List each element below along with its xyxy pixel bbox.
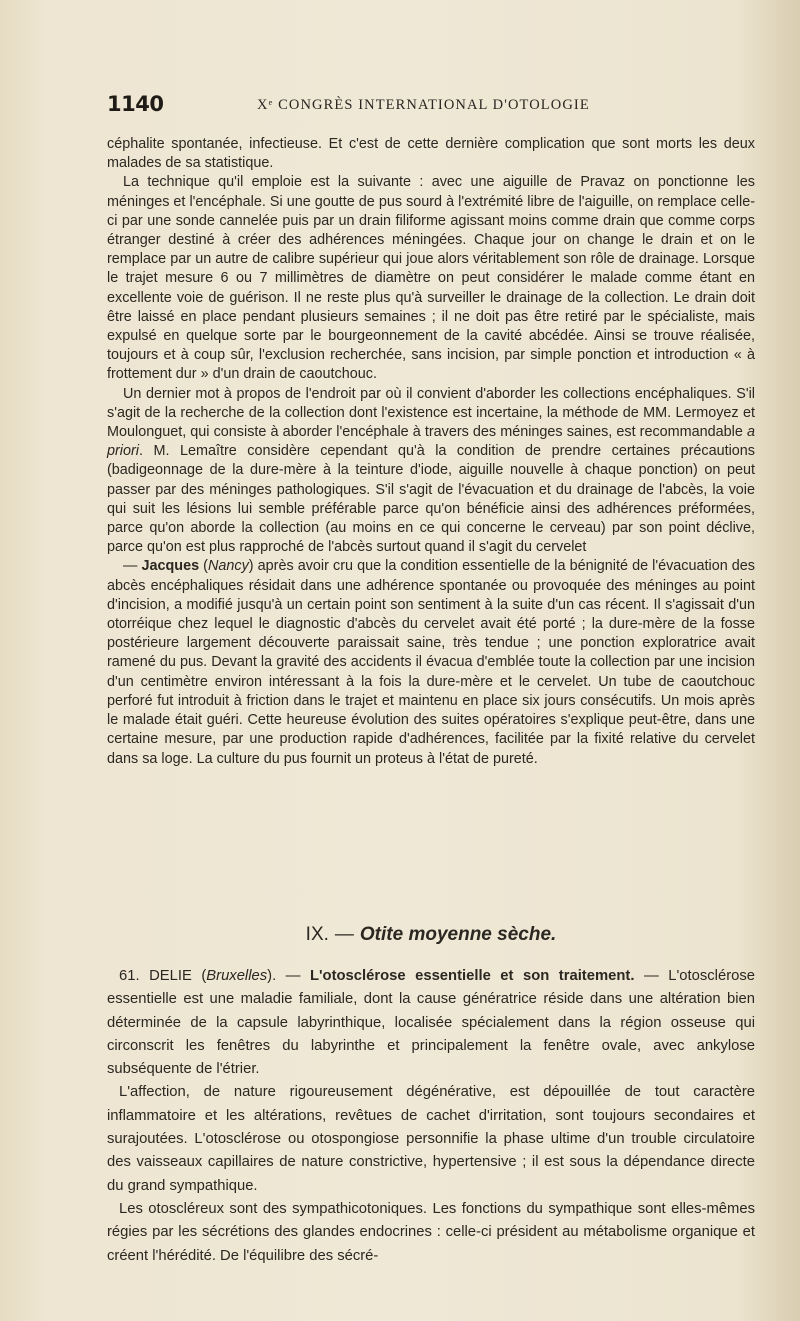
paragraph-2: La technique qu'il emploie est la suivante : avec une aiguille de Pravaz on ponctionne les méninges et l'encéphale. Si une goutte de pus sourd à l'extrémité libre de l'aiguille, on remplace celle-ci par une sonde cannelée puis par un drain filiforme agissant moins comme drain que comme corps étranger destiné à créer des adhérences méningées. Chaque jour on change le drain et on le remplace par un autre de calibre supérieur qui joue alors véritablement son rôle de drainage. Lorsque le trajet mesure 6 ou 7 millimètres de diamètre on peut considérer le malade comme étant en excellente voie de guérison. Il ne reste plus qu'à surveiller le drainage de la collection. Le drain doit être laissé en place pendant plusieurs semaines ; il ne doit pas être retiré par le spécialiste, mais expulsé en quelque sorte par le bourgeonnement de la cavité abcédée. Ainsi se trouve réalisée, toujours et à coup sûr, l'exclusion recherchée, sans incision, par simple ponction et introduction « à frottement dur » d'un drain de caoutchouc.: [107, 174, 755, 383]
author-place-nancy: Nancy: [207, 558, 249, 575]
body-text-bottom: [107, 965, 755, 1268]
paragraph-4-text: après avoir cru que la condition essentielle de la bénignité de l'évacuation des abcès encéphaliques résidait dans une adhérence spontanée ou provoquée des méninges au point d'incision, a modifié jusqu'à un certain point son sentiment à la suite d'un cas récent. Il s'agissait d'un otorréique chez lequel le diagnostic d'abcès du cervelet avait été porté ; la dure-mère de la fosse postérieure largement découverte paraissait saine, très tendue ; une ponction exploratrice avait ramené du pus. Devant la gravité des accidents il évacua d'emblée toute la collection par une incision d'un centimètre environ intéressant à la fois la dure-mère et le cervelet. Un tube de caoutchouc perforé fut introduit à friction dans le trajet et maintenu en place six jours consécutifs. Un mois après le malade était guéri. Cette heureuse évolution des suites opératoires s'explique peut-être, dans une certaine mesure, par une production rapide d'adhérences, facilitée par la fixité relative du cervelet dans sa loge. La culture du pus fournit un proteus à l'état de pureté.: [107, 558, 755, 767]
page-header: [107, 92, 762, 122]
section-number: IX.: [305, 924, 329, 945]
entry-number-author: 61. DELIE: [119, 968, 192, 984]
author-jacques: Jacques: [141, 558, 200, 575]
paragraph-4: — Jacques (Nancy) après avoir cru que la condition essentielle de la bénignité de l'évacuation des abcès encéphaliques résidait dans une adhérence spontanée ou provoquée des méninges au point d'incision, a modifié jusqu'à un certain point son sentiment à la suite d'un cas récent. Il s'agissait d'un otorréique chez lequel le diagnostic d'abcès du cervelet avait été porté ; la dure-mère de la fosse postérieure largement découverte paraissait saine, très tendue ; une ponction exploratrice avait ramené du pus. Devant la gravité des accidents il évacua d'emblée toute la collection par une incision d'un centimètre environ intéressant à la fois la dure-mère et le cervelet. Un tube de caoutchouc perforé fut introduit à friction dans le trajet et maintenu en place six jours consécutifs. Un mois après le malade était guéri. Cette heureuse évolution des suites opératoires s'explique peut-être, dans une certaine mesure, par une production rapide d'adhérences, facilitée par la fixité relative du cervelet dans sa loge. La culture du pus fournit un proteus à l'état de pureté.: [107, 558, 755, 767]
page-number: 1140: [107, 92, 164, 116]
paragraph-3: [107, 385, 755, 558]
section-separator: —: [334, 924, 354, 945]
section-title: Otite moyenne sèche.: [359, 924, 557, 945]
a-priori-phrase: a priori: [107, 424, 755, 460]
entry-61: 61. DELIE (Bruxelles). — L'otosclérose essentielle et son traitement. — L'otosclérose essentielle est une maladie familiale, dont la cause génératrice réside dans une altération bien déterminée de la capsule labyrinthique, localisée spécialement dans la région osseuse qui circonscrit les fenêtres du labyrinthe et principalement la fenêtre ovale, avec ankylose subséquente de l'étrier.: [107, 968, 755, 1078]
running-head: Xᵉ CONGRÈS INTERNATIONAL D'OTOLOGIE: [257, 97, 590, 113]
paragraph-3-text-b: . M. Lemaître considère cependant qu'à la condition de prendre certaines précautions (badigeonnage de la dure-mère à la teinture d'iode, aiguille nouvelle à chaque ponction) on peut passer par des méninges pathologiques. S'il s'agit de l'évacuation et du drainage de l'abcès, la voie qui suit les lésions lui semble préférable parce qu'on bénéficie ainsi des adhérences préformées, parce qu'on aborde la collection (au moins en ce qui concerne le cerveau) par son point déclive, parce qu'on est plus rapproché de l'abcès surtout quand il s'agit du cervelet: [107, 443, 755, 556]
section-heading: [107, 924, 755, 946]
entry-place: Bruxelles: [206, 968, 268, 984]
entry-paragraph-3: Les otoscléreux sont des sympathicotoniques. Les fonctions du sympathique sont elles-mêmes régies par les sécrétions des glandes endocrines : celle-ci président au métabolisme organique et créent l'hérédité. De l'équilibre des sécré-: [107, 1200, 755, 1264]
entry-title: L'otosclérose essentielle et son traitement.: [310, 968, 635, 984]
entry-paragraph-2: L'affection, de nature rigoureusement dégénérative, est dépouillée de tout caractère inflammatoire et les altérations, revêtues de cachet d'irritation, sont toujours secondaires et surajoutées. L'otosclérose ou otospongiose personnifie la phase ultime d'un trouble circulatoire des vaisseaux capillaires de nature constrictive, hypertensive ; il est sous la dépendance directe du grand sympathique.: [107, 1084, 755, 1194]
entry-paragraph-1: L'otosclérose essentielle est une maladie familiale, dont la cause génératrice réside dans une altération bien déterminée de la capsule labyrinthique, localisée spécialement dans la région osseuse qui circonscrit les fenêtres du labyrinthe et principalement la fenêtre ovale, avec ankylose subséquente de l'étrier.: [107, 968, 755, 1078]
paragraph-1: céphalite spontanée, infectieuse. Et c'est de cette dernière complication que sont morts les deux malades de sa statistique.: [107, 136, 755, 172]
paragraph-3-text-a: Un dernier mot à propos de l'endroit par où il convient d'aborder les collections encéphaliques. S'il s'agit de la recherche de la collection dont l'existence est incertaine, la méthode de MM. Lermoyez et Moulonguet, qui consiste à aborder l'encéphale à travers des méninges saines, est recommandable: [107, 385, 755, 441]
em-dash: —: [123, 558, 142, 575]
body-text-top: [107, 135, 755, 769]
